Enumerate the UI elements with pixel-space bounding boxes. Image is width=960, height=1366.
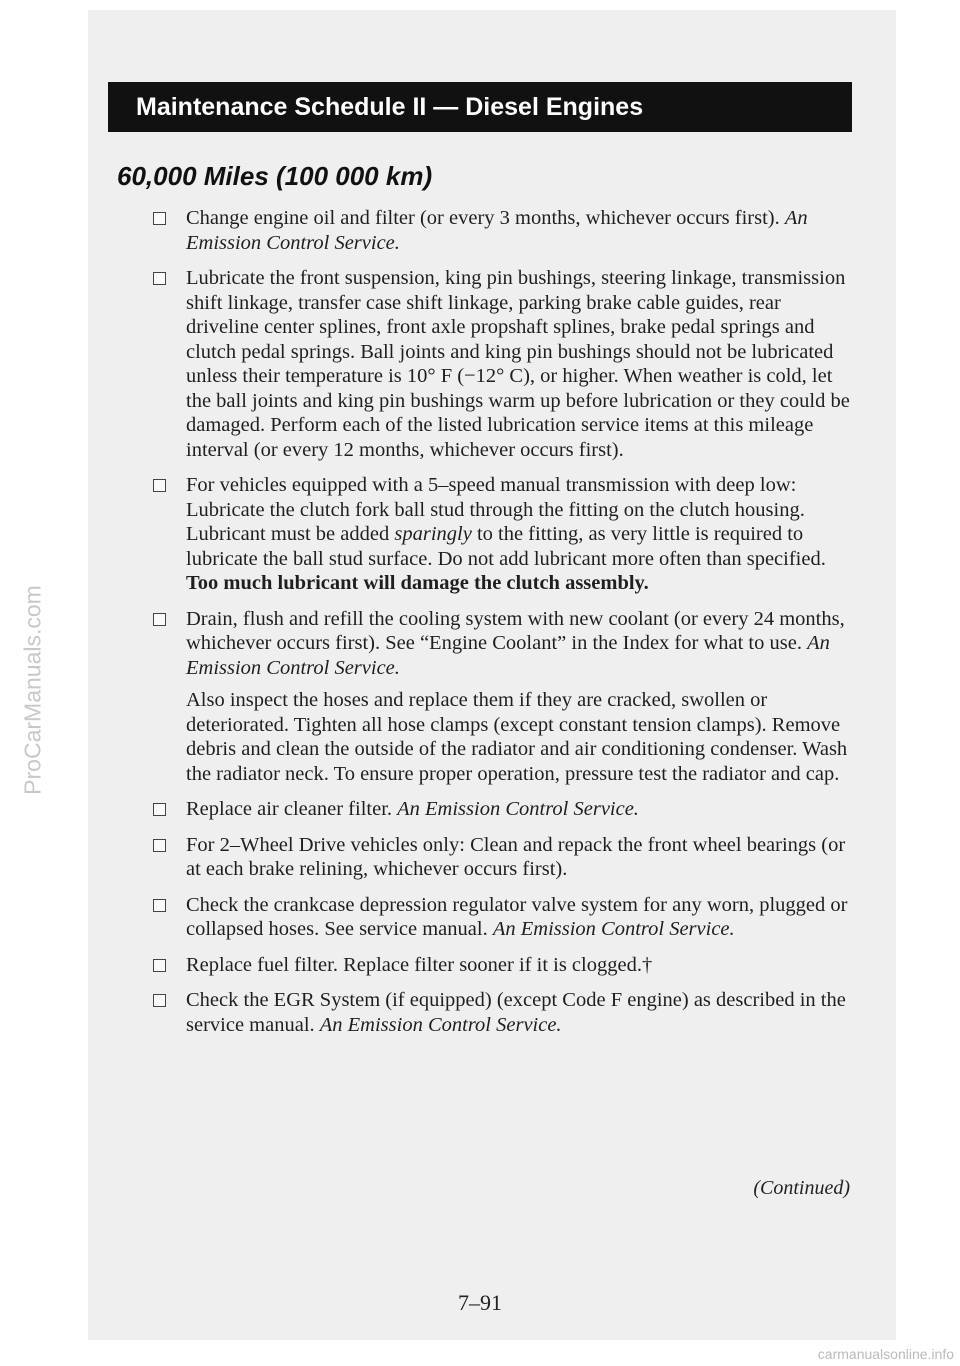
continued-note: (Continued) (753, 1177, 850, 1199)
item-text: An Emission Control Service. (319, 1013, 562, 1036)
item-text: An Emission Control Service. (186, 632, 830, 679)
section-title: 60,000 Miles (100 000 km) (117, 161, 433, 191)
item-text: to the fitting, as very little is required to lubricate the ball stud surface. Do not add lubricant more often than specified. (186, 523, 826, 570)
item-text: An Emission Control Service. (492, 918, 735, 940)
checkbox-icon[interactable] (153, 994, 166, 1007)
item-text: Change engine oil and filter (or every 3 months, whichever occurs first). (186, 207, 785, 229)
checklist-item (186, 607, 858, 681)
item-text: Check the crankcase depression regulator valve system for any worn, plugged or collapsed hoses. See service manual. (186, 893, 848, 940)
checklist (186, 206, 858, 1048)
checklist-item (186, 206, 858, 255)
side-watermark-text: ProCarManuals.com (19, 585, 46, 795)
checkbox-icon[interactable] (153, 899, 166, 912)
checklist-item (186, 893, 858, 942)
item-text: Too much lubricant will damage the clutch assembly. (186, 572, 649, 594)
bottom-watermark: carmanualsonline.info (817, 1346, 954, 1362)
item-text: An Emission Control Service. (397, 798, 639, 820)
checkbox-icon[interactable] (153, 803, 166, 816)
checklist-item (186, 953, 858, 978)
checkbox-icon[interactable] (153, 613, 166, 626)
checkbox-icon[interactable] (153, 272, 166, 285)
item-text: Also inspect the hoses and replace them if they are cracked, swollen or deteriorated. Tighten all hose clamps (except constant tension clamps). Remove debris and clean the outside of the radiator and air conditioning condenser. Wash the radiator neck. To ensure proper operation, pressure test the radiator and cap. (186, 689, 848, 785)
checklist-item (186, 266, 858, 462)
checklist-item (186, 833, 858, 882)
checklist-item (186, 988, 858, 1037)
item-text: An Emission Control Service. (186, 207, 808, 254)
item-text: Drain, flush and refill the cooling system with new coolant (or every 24 months, whichever occurs first). See “Engine Coolant” in the Index for what to use. (186, 607, 845, 654)
checkbox-icon[interactable] (153, 959, 166, 972)
page-header: Maintenance Schedule II — Diesel Engines (108, 82, 852, 132)
checkbox-icon[interactable] (153, 212, 166, 225)
checklist-paragraph (186, 688, 858, 786)
checklist-item (186, 797, 858, 822)
item-text: For vehicles equipped with a 5–speed manual transmission with deep low: Lubricate the clutch fork ball stud through the fitting on the clutch housing. Lubricant must be added (186, 474, 805, 545)
item-text: sparingly (394, 523, 472, 545)
item-text: Replace air cleaner filter. (186, 798, 398, 820)
checklist-item (186, 473, 858, 596)
item-text: Lubricate the front suspension, king pin bushings, steering linkage, transmission shift linkage, transfer case shift linkage, parking brake cable guides, rear driveline center splines, front axle propshaft splines, brake pedal springs and clutch pedal springs. Ball joints and king pin bushings should not be lubricated unless their temperature is 10° F (−12° C), or higher. When weather is cold, let the ball joints and king pin bushings warm up before lubrication or they could be damaged. Perform each of the listed lubrication service items at this mileage interval (or every 12 months, whichever occurs first). (186, 267, 850, 461)
item-text: For 2–Wheel Drive vehicles only: Clean and repack the front wheel bearings (or at each brake relining, whichever occurs first). (186, 833, 846, 880)
checkbox-icon[interactable] (153, 479, 166, 492)
checkbox-icon[interactable] (153, 839, 166, 852)
item-text: Check the EGR System (if equipped) (except Code F engine) as described in the service manual. (186, 989, 846, 1036)
item-text: Replace fuel filter. Replace filter sooner if it is clogged.† (186, 953, 653, 976)
page-number: 7–91 (458, 1290, 502, 1315)
